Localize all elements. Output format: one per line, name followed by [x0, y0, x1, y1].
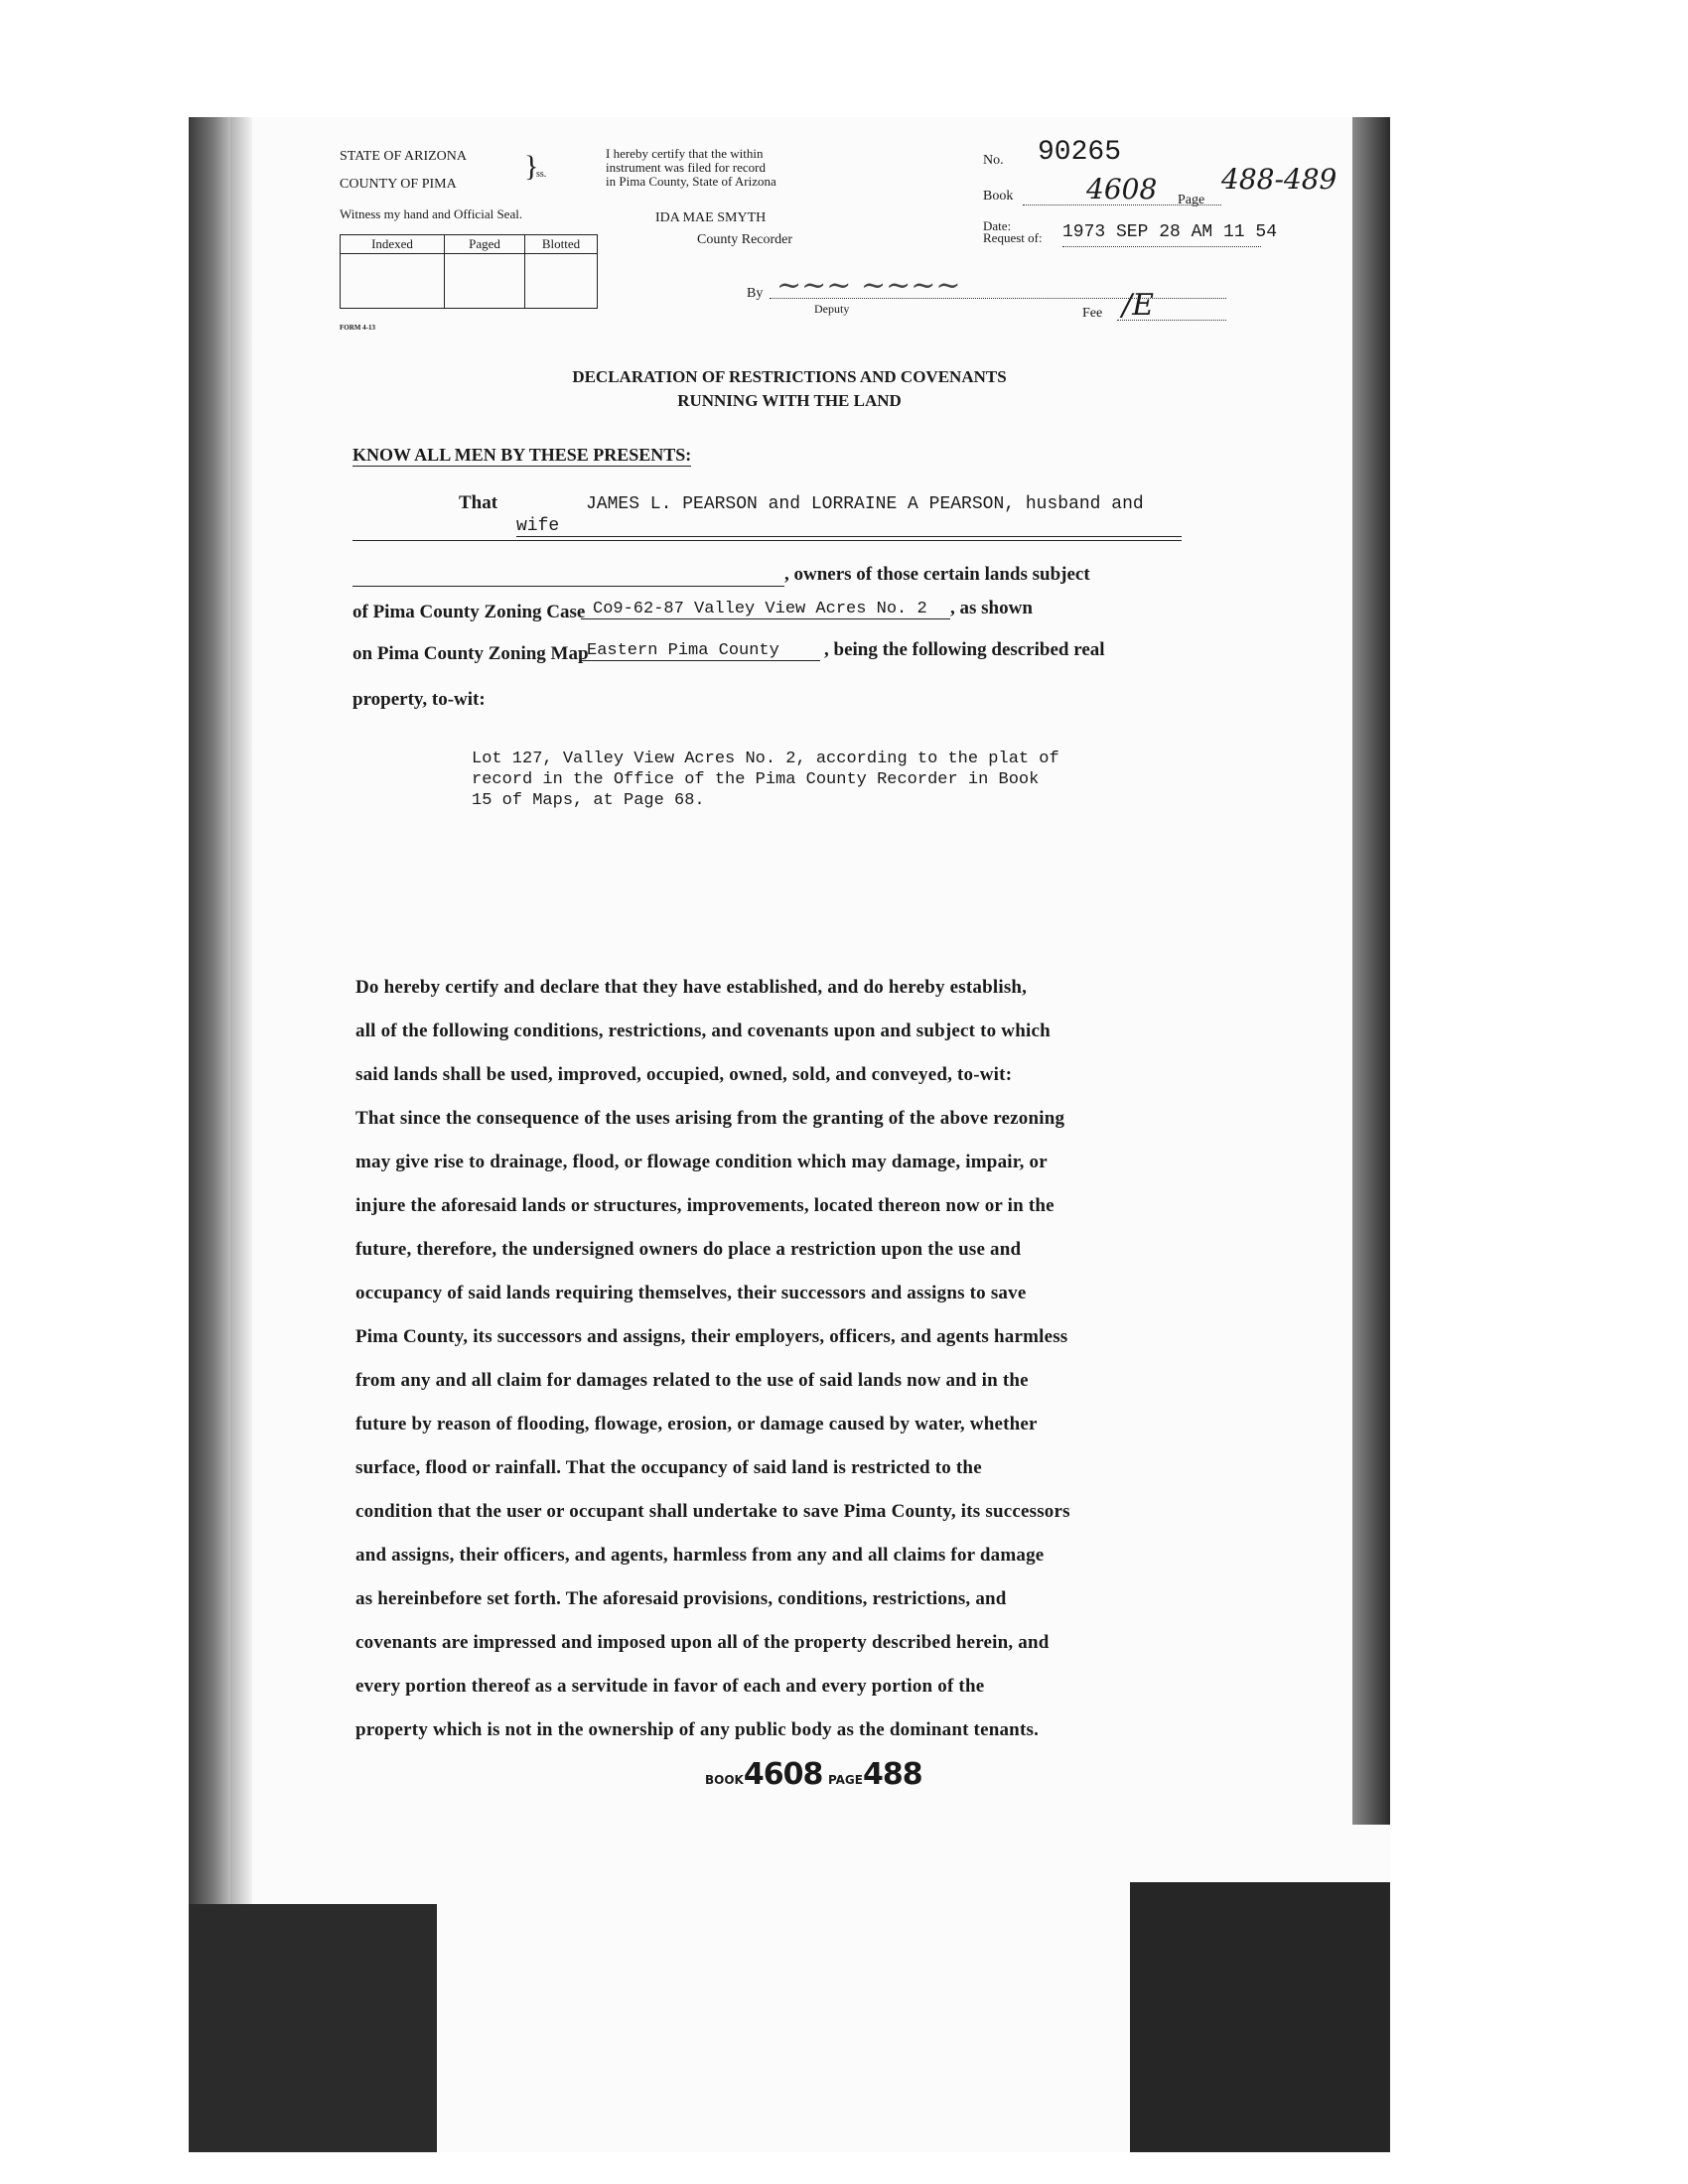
stamp-book-value: 4608: [1086, 173, 1158, 205]
body-line: surface, flood or rainfall. That the occupancy of said land is restricted to the: [355, 1457, 982, 1478]
body-line: Pima County, its successors and assigns, their employers, officers, and agents harmless: [355, 1326, 1068, 1347]
document-title-line2: RUNNING WITH THE LAND: [677, 391, 902, 410]
map-prefix: on Pima County Zoning Map: [352, 643, 589, 664]
stamp-deputy-label: Deputy: [814, 302, 850, 316]
stamp-by-label: By: [747, 286, 764, 301]
stamp-page-label: Page: [1178, 193, 1205, 207]
body-line: every portion thereof as a servitude in favor of each and every portion of the: [355, 1676, 985, 1697]
body-line: may give rise to drainage, flood, or flowage condition which may damage, impair, or: [355, 1152, 1048, 1172]
owners-value: JAMES L. PEARSON and LORRAINE A PEARSON, husband and wife: [516, 494, 1144, 536]
stamp-certify: I hereby certify that the within instrument was filed for record in Pima County, State of Arizona: [606, 146, 776, 189]
stamp-signature: ~~~ ~~~~: [776, 268, 961, 303]
stamp-witness: Witness my hand and Official Seal.: [340, 206, 523, 221]
map-suffix: , being the following described real: [824, 639, 1105, 660]
stamp-fee-value: /E: [1122, 288, 1155, 323]
scan-shadow-bottom-right: [1130, 1882, 1390, 2152]
stamp-no-label: No.: [983, 153, 1004, 168]
stamp-book-label: Book: [983, 189, 1014, 204]
footer-book-page: BOOK4608 PAGE488: [705, 1757, 922, 1792]
body-line: future, therefore, the undersigned owners do place a restriction upon the use and: [355, 1239, 1022, 1260]
map-value: Eastern Pima County: [581, 641, 820, 661]
body-line: condition that the user or occupant shall undertake to save Pima County, its successors: [355, 1501, 1070, 1522]
owners-line-3: [352, 586, 784, 587]
stamp-date-labels: Date: Request of:: [983, 218, 1043, 245]
scan-shadow-bottom-left: [189, 1904, 437, 2152]
stamp-county: COUNTY OF PIMA: [340, 177, 457, 192]
owners-field: [516, 492, 1182, 537]
stamp-fee-label: Fee: [1082, 306, 1103, 321]
that-label: That: [459, 492, 498, 513]
scan-edge-left-fade: [230, 117, 252, 2152]
stamp-ss: ss.: [536, 169, 547, 180]
stamp-state: STATE OF ARIZONA: [340, 149, 467, 164]
body-line: as hereinbefore set forth. The aforesaid provisions, conditions, restrictions, and: [355, 1588, 1007, 1609]
stamp-index-table: [340, 234, 598, 309]
property-label: property, to-wit:: [352, 689, 486, 710]
scan-edge-left: [189, 117, 230, 2152]
body-line: and assigns, their officers, and agents, harmless from any and all claims for damage: [355, 1545, 1045, 1566]
stamp-col-indexed: Indexed: [341, 235, 445, 254]
body-line: property which is not in the ownership of any public body as the dominant tenants.: [355, 1719, 1040, 1740]
know-all-heading: KNOW ALL MEN BY THESE PRESENTS:: [352, 445, 692, 465]
owners-suffix: , owners of those certain lands subject: [784, 564, 1090, 585]
zoning-case-value: Co9-62-87 Valley View Acres No. 2: [581, 600, 950, 619]
stamp-col-paged: Paged: [445, 235, 525, 254]
footer-book-number: 4608: [743, 1757, 823, 1792]
body-line: occupancy of said lands requiring themselves, their successors and assigns to save: [355, 1283, 1027, 1303]
stamp-date-value: 1973 SEP 28 AM 11 54: [1062, 222, 1278, 242]
owners-line-2: [352, 540, 1182, 541]
body-line: all of the following conditions, restrictions, and covenants upon and subject to which: [355, 1021, 1051, 1041]
body-line: That since the consequence of the uses arising from the granting of the above rezoning: [355, 1108, 1065, 1129]
stamp-col-blotted: Blotted: [525, 235, 598, 254]
recording-number: 90265: [1038, 137, 1122, 168]
legal-description: [472, 749, 1059, 811]
body-line: from any and all claim for damages related to the use of said lands now and in the: [355, 1370, 1029, 1391]
stamp-recorder-title: County Recorder: [697, 232, 793, 247]
stamp-recorder-name: IDA MAE SMYTH: [655, 210, 767, 225]
stamp-form-no: FORM 4-13: [340, 324, 375, 332]
legal-line: 15 of Maps, at Page 68.: [472, 791, 705, 810]
document-page: [189, 117, 1390, 2152]
body-line: future by reason of flooding, flowage, erosion, or damage caused by water, whether: [355, 1414, 1038, 1434]
zoning-prefix: of Pima County Zoning Case: [352, 602, 586, 622]
document-title-line1: DECLARATION OF RESTRICTIONS AND COVENANTS: [572, 367, 1007, 386]
footer-page-number: 488: [862, 1757, 922, 1792]
stamp-page-value: 488-489: [1221, 163, 1337, 196]
body-line: Do hereby certify and declare that they have established, and do hereby establish,: [355, 977, 1028, 998]
zoning-suffix: , as shown: [950, 598, 1033, 618]
body-line: said lands shall be used, improved, occupied, owned, sold, and conveyed, to-wit:: [355, 1064, 1013, 1085]
legal-line: record in the Office of the Pima County Recorder in Book: [472, 770, 1040, 789]
stamp-brace: }: [524, 150, 539, 183]
legal-line: Lot 127, Valley View Acres No. 2, according to the plat of: [472, 750, 1059, 768]
body-line: injure the aforesaid lands or structures, improvements, located thereon now or in the: [355, 1195, 1055, 1216]
body-line: covenants are impressed and imposed upon all of the property described herein, and: [355, 1632, 1050, 1653]
